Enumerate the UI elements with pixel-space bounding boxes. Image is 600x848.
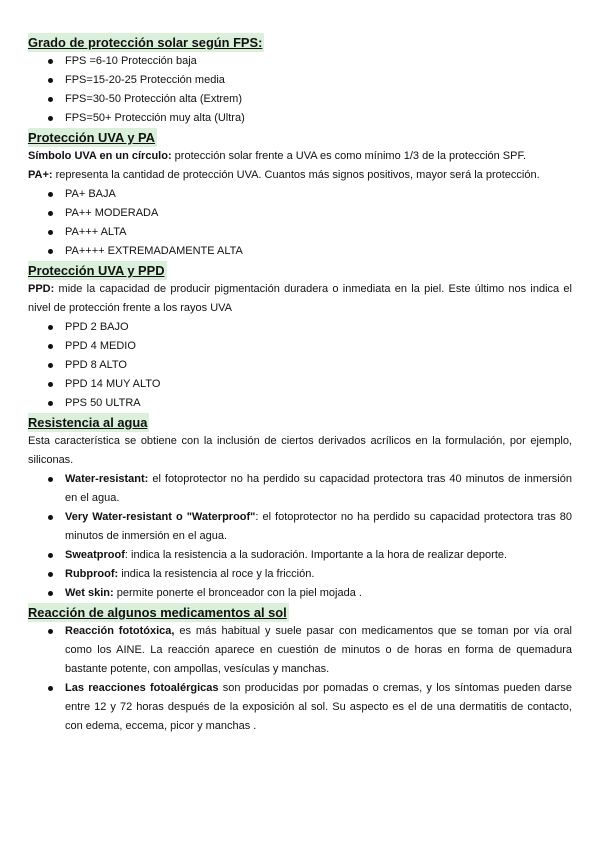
bullet-icon [48,401,53,406]
list-item: PPD 2 BAJO [28,318,572,337]
list-item: PA+++ ALTA [28,223,572,242]
bullet-icon [48,230,53,235]
list-item: PPD 4 MEDIO [28,337,572,356]
medications-list [28,622,572,736]
bullet-icon [48,686,53,691]
bullet-icon [48,192,53,197]
list-item: PA++ MODERADA [28,204,572,223]
bullet-icon [48,325,53,330]
heading-uva-ppd: Protección UVA y PPD [28,263,165,278]
bullet-icon [48,553,53,558]
heading-fps: Grado de protección solar según FPS: [28,35,263,50]
water-list [28,470,572,603]
document-page [28,33,572,736]
list-item: PPD 8 ALTO [28,356,572,375]
list-item: Sweatproof: indica la resistencia a la sudoración. Importante a la hora de realizar deporte. [28,546,572,565]
heading-water-resistance: Resistencia al agua [28,415,148,430]
paragraph-water-intro: Esta característica se obtiene con la inclusión de ciertos derivados acrílicos en la formulación, por ejemplo, siliconas. [28,435,572,466]
bullet-icon [48,97,53,102]
list-item: PPS 50 ULTRA [28,394,572,413]
list-item: PA++++ EXTREMADAMENTE ALTA [28,242,572,261]
heading-medications: Reacción de algunos medicamentos al sol [28,605,287,620]
bullet-icon [48,382,53,387]
pa-list [28,185,572,261]
list-item: Water-resistant: el fotoprotector no ha perdido su capacidad protectora tras 40 minutos de inmersión en el agua. [28,470,572,508]
bullet-icon [48,572,53,577]
bullet-icon [48,59,53,64]
bullet-icon [48,363,53,368]
list-item: FPS =6-10 Protección baja [28,52,572,71]
list-item: PPD 14 MUY ALTO [28,375,572,394]
heading-uva-pa: Protección UVA y PA [28,130,155,145]
paragraph-uva-symbol: Símbolo UVA en un círculo: protección solar frente a UVA es como mínimo 1/3 de la protección SPF. [28,150,527,162]
list-item: Wet skin: permite ponerte el bronceador con la piel mojada . [28,584,572,603]
list-item: Very Water-resistant o "Waterproof": el fotoprotector no ha perdido su capacidad protectora tras 80 minutos de inmersión en el agua. [28,508,572,546]
paragraph-ppd: PPD: mide la capacidad de producir pigmentación duradera o inmediata en la piel. Este último nos indica el nivel de protección frente a los rayos UVA [28,283,572,314]
bullet-icon [48,477,53,482]
list-item: Reacción fototóxica, es más habitual y suele pasar con medicamentos que se toman por vía oral como los AINE. La reacción aparece en cuestión de minutos o de horas en forma de quemadura bastante potente, con ampollas, vesículas y manchas. [28,622,572,679]
fps-list [28,52,572,128]
bullet-icon [48,629,53,634]
ppd-list [28,318,572,413]
bullet-icon [48,344,53,349]
list-item: FPS=30-50 Protección alta (Extrem) [28,90,572,109]
bullet-icon [48,78,53,83]
list-item: Las reacciones fotoalérgicas son producidas por pomadas o cremas, y los síntomas pueden darse entre 12 y 72 horas después de la exposición al sol. Su aspecto es el de una dermatitis de contacto, con edema, eccema, picor y manchas . [28,679,572,736]
bullet-icon [48,211,53,216]
list-item: PA+ BAJA [28,185,572,204]
bullet-icon [48,249,53,254]
list-item: FPS=15-20-25 Protección media [28,71,572,90]
list-item: Rubproof: indica la resistencia al roce y la fricción. [28,565,572,584]
bullet-icon [48,515,53,520]
paragraph-pa: PA+: representa la cantidad de protección UVA. Cuantos más signos positivos, mayor será la protección. [28,169,540,181]
list-item: FPS=50+ Protección muy alta (Ultra) [28,109,572,128]
bullet-icon [48,591,53,596]
bullet-icon [48,116,53,121]
